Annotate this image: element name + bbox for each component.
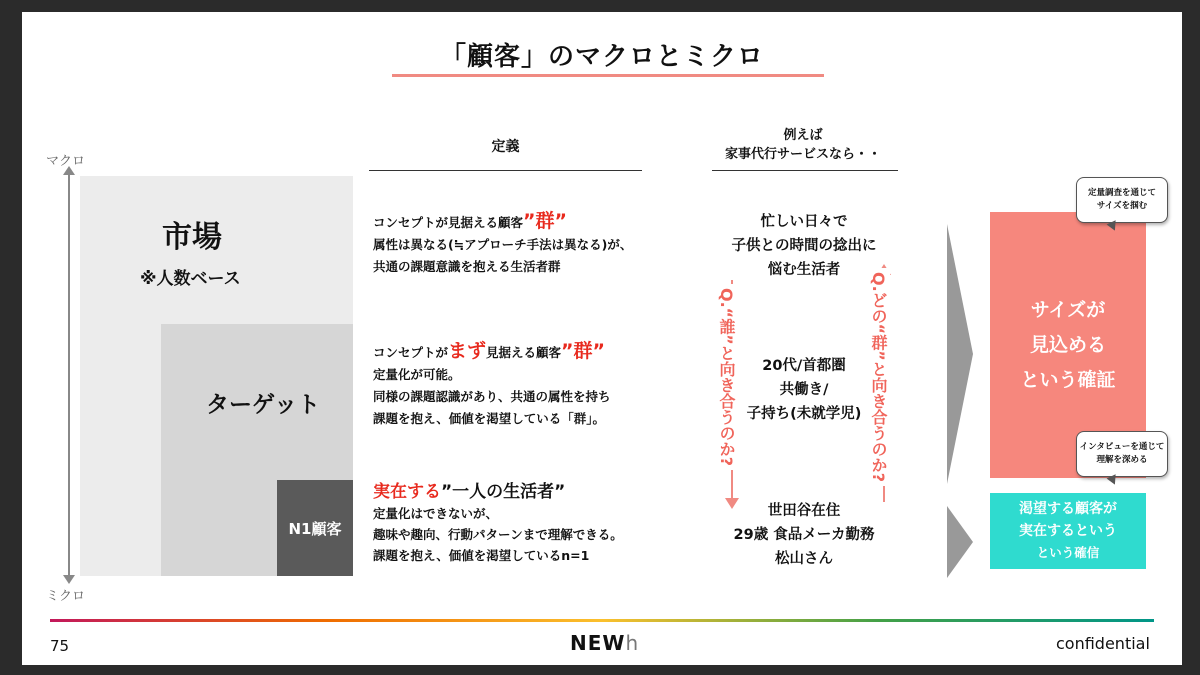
slide <box>22 12 1182 665</box>
example-header-line1: 例えば <box>783 128 823 143</box>
def1-emph: ”群” <box>523 210 567 232</box>
brand-h: h <box>625 631 640 655</box>
ex1-line2: 子供との時間の捻出に <box>731 238 877 254</box>
ex2-line2: 共働き/ <box>779 382 829 398</box>
footer-gradient-line <box>50 619 1154 622</box>
bubble1-line2: サイズを掴む <box>1096 201 1148 211</box>
arrow-up-icon <box>63 166 75 175</box>
example-target <box>715 354 893 426</box>
real-line1: 渇望する顧客が <box>1019 501 1117 517</box>
arrow-down-icon <box>63 575 75 584</box>
brand-main: NEW <box>570 631 626 655</box>
ex1-line1: 忙しい日々で <box>760 214 848 230</box>
def2-emph2: ”群” <box>561 340 606 362</box>
ex3-line3: 松山さん <box>775 551 833 567</box>
ex2-line3: 子持ち(未就学児) <box>746 406 862 422</box>
market-sub-label: ※人数ベース <box>140 269 241 289</box>
axis-label-macro: マクロ <box>46 154 86 169</box>
bubble2-line1: インタビューを通じて <box>1079 442 1165 452</box>
definition-target <box>373 340 611 430</box>
def3-rest: ”一人の生活者” <box>441 482 566 502</box>
chevron-right-icon <box>947 224 973 484</box>
question-group: Q.どの“群”と向き合うのか? <box>867 268 890 486</box>
def1-line3: 共通の課題意識を抱える生活者群 <box>373 259 561 274</box>
ex2-line1: 20代/首都圏 <box>762 358 846 374</box>
def3-line3: 趣味や趣向、行動パターンまで理解できる。 <box>373 527 623 542</box>
n1-box <box>277 480 353 576</box>
example-header-line2: 家事代行サービスなら・・ <box>724 147 881 162</box>
n1-label: N1顧客 <box>288 519 342 538</box>
example-header <box>708 126 898 164</box>
callout-quantitative <box>1076 177 1168 223</box>
size-line1: サイズが <box>1030 298 1106 321</box>
page-title: 「顧客」のマクロとミクロ <box>439 42 764 72</box>
chevron-right-icon-small <box>947 506 973 578</box>
existence-conviction-box <box>990 493 1146 569</box>
definition-header: 定義 <box>491 139 520 155</box>
question-who: Q.“誰”と向き合うのか? <box>715 284 738 470</box>
def1-line2: 属性は異なる(≒アプローチ手法は異なる)が、 <box>373 237 633 252</box>
def3-emph: 実在する <box>373 482 441 502</box>
definition-market <box>373 210 632 278</box>
def2-emph1: まず <box>448 340 487 362</box>
def2-line4: 課題を抱え、価値を渇望している「群」。 <box>373 411 606 426</box>
market-label: 市場 <box>162 220 222 255</box>
definition-header-line <box>369 170 642 171</box>
def1-pre: コンセプトが見据える顧客 <box>373 215 524 230</box>
example-market <box>715 210 893 282</box>
bubble2-line2: 理解を深める <box>1096 455 1148 465</box>
def3-line4: 課題を抱え、価値を渇望しているn=1 <box>373 548 590 563</box>
size-line2: 見込める <box>1029 333 1106 356</box>
ex1-line3: 悩む生活者 <box>767 262 841 278</box>
def2-mid: 見据える顧客 <box>486 345 562 360</box>
callout-interview <box>1076 431 1168 477</box>
bubble1-line1: 定量調査を通じて <box>1087 188 1156 198</box>
example-header-line <box>712 170 898 171</box>
brand-logo <box>570 631 639 655</box>
real-line2: 実在するという <box>1019 523 1117 539</box>
definition-n1 <box>373 482 623 566</box>
target-label: ターゲット <box>206 392 321 418</box>
ex3-line1: 世田谷在住 <box>767 503 841 519</box>
def3-line2: 定量化はできないが、 <box>373 506 499 521</box>
title-underline <box>392 74 824 77</box>
def2-line2: 定量化が可能。 <box>373 367 461 382</box>
real-sub: という確信 <box>1036 545 1100 560</box>
size-line3: という確証 <box>1020 368 1116 391</box>
ex3-line2: 29歳 食品メーカ勤務 <box>733 527 875 543</box>
confidential-label: confidential <box>1056 634 1150 653</box>
def2-line3: 同様の課題認識があり、共通の属性を持ち <box>373 389 611 404</box>
example-n1 <box>715 499 893 571</box>
page-number: 75 <box>50 637 70 655</box>
axis-label-micro: ミクロ <box>46 589 86 604</box>
def2-pre: コンセプトが <box>373 345 449 360</box>
axis-line <box>68 172 70 580</box>
